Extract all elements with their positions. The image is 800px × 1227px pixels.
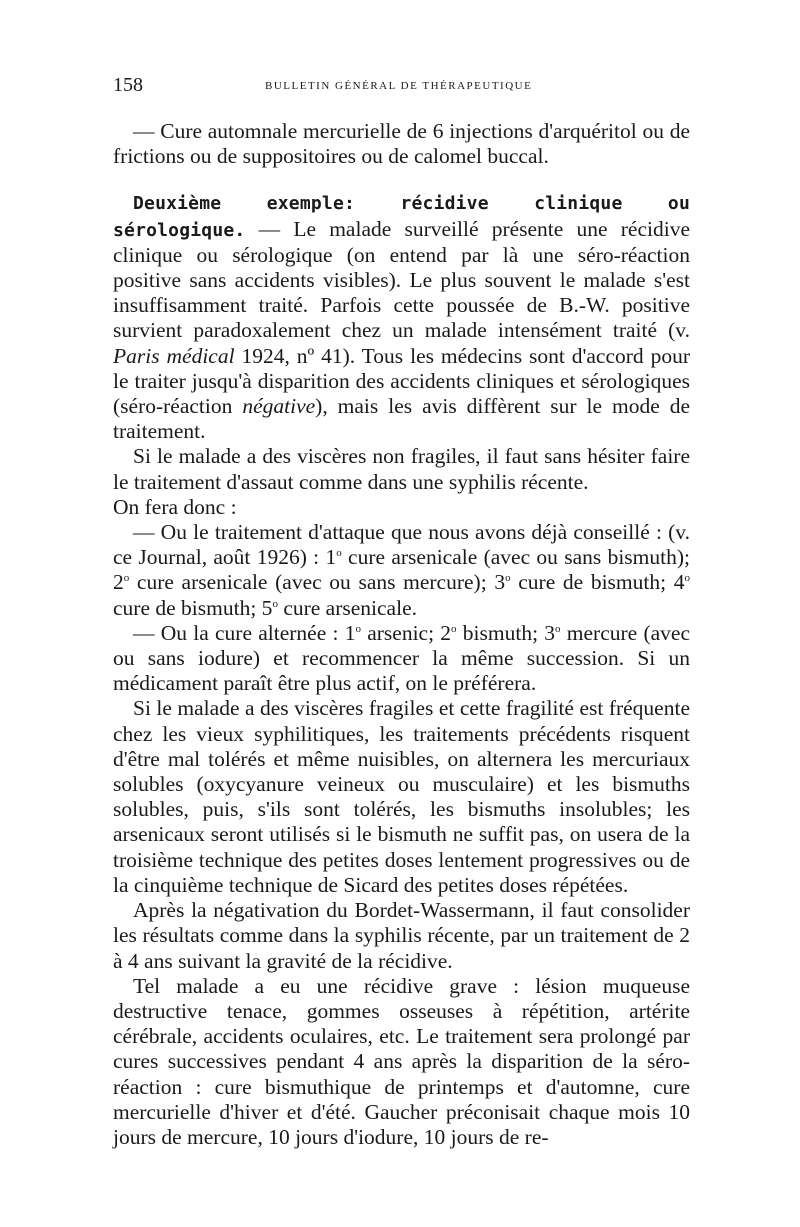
paragraph-cure-alternee <box>113 621 690 697</box>
page-number: 158 <box>113 74 143 96</box>
paragraph-text: — Cure automnale mercurielle de 6 injections d'arquéritol ou de frictions ou de suppositoires ou de calomel buccal. <box>113 119 690 169</box>
body-text <box>113 119 690 1150</box>
paragraph-text: bismuth; 3 <box>456 620 556 645</box>
paragraph-text: cure arsenicale (avec ou sans mercure); 3 <box>129 570 506 595</box>
paragraph-on-fera-donc <box>113 495 690 520</box>
paragraph-text: Tel malade a eu une récidive grave : lésion muqueuse destructive tenace, gommes osseuses à répétition, artérite cérébrale, accidents oculaires, etc. Le traitement sera prolongé par cures successives pendant 4 ans après la disparition de la séro-réaction : cure bismuthique de printemps et d'automne, cure mercurielle d'hiver et d'été. Gaucher préconisait chaque mois 10 jours de mercure, 10 jours d'iodure, 10 jours de re- <box>113 973 690 1149</box>
paragraph-text: Si le malade a des viscères non fragiles, il faut sans hésiter faire le traitement d'assaut comme dans une syphilis récente. <box>113 444 690 494</box>
paragraph-apres-negativation <box>113 898 690 974</box>
paragraph-cure-automnale <box>113 119 690 169</box>
paragraph-text: cure de bismuth; 4 <box>510 570 685 595</box>
paragraph-text: — Ou la cure alternée : 1 <box>133 620 356 645</box>
paragraph-text: cure arsenicale. <box>277 595 417 620</box>
paragraph-text: Après la négativation du Bordet-Wassermann, il faut consolider les résultats comme dans la syphilis récente, par un traitement de 2 à 4 ans suivant la gravité de la récidive. <box>113 898 690 973</box>
paragraph-text: cure arsenicale (avec ou sans bismuth); 2 <box>113 545 691 595</box>
journal-title: Paris médical <box>113 343 235 368</box>
page-header <box>113 74 688 102</box>
ordinal-suffix: o <box>684 572 690 585</box>
paragraph-text: — Ou le traitement d'attaque que nous avons déjà conseillé : (v. ce Journal, août 1926) : 1 <box>113 520 690 570</box>
paragraph-deuxieme-exemple <box>113 190 690 444</box>
ordinal-suffix: o <box>555 622 561 635</box>
paragraph-text: 1924, nº 41). Tous les médecins sont d'accord pour le traiter jusqu'à disparition des accidents cliniques et sérologiques (séro-réaction <box>113 343 690 419</box>
paragraph-traitement-attaque <box>113 520 690 621</box>
paragraph-text: ), mais les avis diffèrent sur le mode de traitement. <box>113 394 690 444</box>
paragraph-text: cure de bismuth; 5 <box>113 595 273 620</box>
section-heading: Deuxième exemple: récidive clinique ou sérologique. <box>113 193 690 241</box>
ordinal-suffix: o <box>123 572 130 585</box>
ordinal-suffix: o <box>272 597 278 610</box>
running-head: BULLETIN GÉNÉRAL DE THÉRAPEUTIQUE <box>265 80 533 92</box>
paragraph-visceres-non-fragiles <box>113 444 690 494</box>
ordinal-suffix: o <box>355 622 361 635</box>
ordinal-suffix: o <box>505 572 511 585</box>
ordinal-suffix: o <box>336 547 342 560</box>
ordinal-suffix: o <box>451 622 457 635</box>
paragraph-text: arsenic; 2 <box>360 620 452 645</box>
paragraph-text: On fera donc : <box>113 494 237 519</box>
paragraph-text: Si le malade a des viscères fragiles et cette fragilité est fréquente chez les vieux syphilitiques, les traitements précédents risquent d'être mal tolérés et même nuisibles, on alternera les mercuriaux solubles (oxycyanure veineux ou musculaire) et les bismuths solubles, puis, s'ils sont tolérés, les bismuths insolubles; les arsenicaux seront utilisés si le bismuth ne suffit pas, on usera de la troisième technique des petites doses lentement progressives ou de la cinquième technique de Sicard des petites doses répétées. <box>113 696 690 897</box>
paragraph-text: — Le malade surveillé présente une récidive clinique ou sérologique (on entend par là une séro-réaction positive sans accidents visibles). Le plus souvent le malade s'est insuffisamment traité. Parfois cette poussée de B.-W. positive survient paradoxalement chez un malade intensément traité (v. <box>113 216 690 343</box>
paragraph-text: mercure (avec ou sans iodure) et recommencer la même succession. Si un médicament paraît être plus actif, on le préférera. <box>113 620 690 696</box>
paragraph-recidive-grave <box>113 974 690 1150</box>
italic-term: négative <box>242 394 316 419</box>
paragraph-visceres-fragiles <box>113 696 690 898</box>
